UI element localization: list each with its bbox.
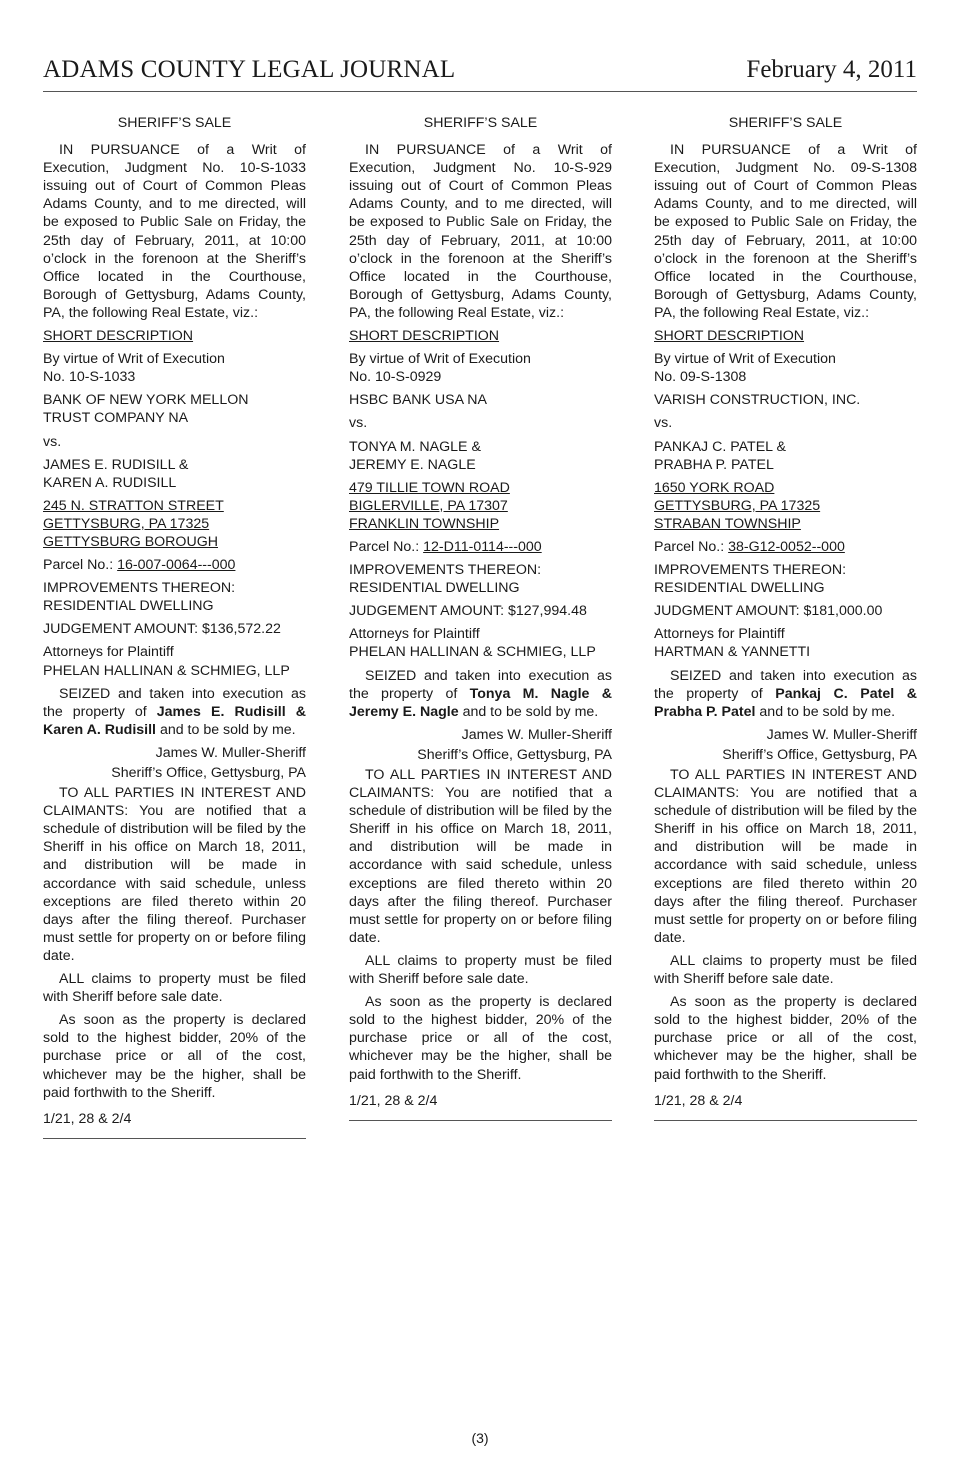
parcel-number: Parcel No.: 12-D11-0114---000 [349,538,542,555]
end-rule [43,1138,306,1139]
property-address: 1650 YORK ROAD GETTYSBURG, PA 17325 STRABAN TOWNSHIP [654,479,821,532]
versus: vs. [654,415,673,432]
seizure-statement: SEIZED and taken into execution as the property of Pankaj C. Patel & Prabha P. Patel and to be sold by me. [654,667,917,720]
improvements: IMPROVEMENTS THEREON: RESIDENTIAL DWELLING [349,562,542,597]
publication-dates: 1/21, 28 & 2/4 [43,1110,132,1127]
improvements: IMPROVEMENTS THEREON: RESIDENTIAL DWELLING [654,562,847,597]
plaintiff-attorneys: Attorneys for Plaintiff PHELAN HALLINAN & SCHMIEG, LLP [43,644,290,679]
publication-title: ADAMS COUNTY LEGAL JOURNAL [43,56,456,83]
parcel-number: Parcel No.: 16-007-0064---000 [43,557,236,574]
claims-notice: ALL claims to property must be filed with Sheriff before sale date. [654,952,917,988]
end-rule [654,1120,917,1121]
versus: vs. [43,433,62,450]
plaintiff: HSBC BANK USA NA [349,392,487,409]
sheriff-office: Sheriff’s Office, Gettysburg, PA [722,746,917,763]
writ-info: By virtue of Writ of Execution No. 09-S-1308 [654,351,836,386]
plaintiff: VARISH CONSTRUCTION, INC. [654,392,861,409]
end-rule [349,1120,612,1121]
masthead [43,52,917,92]
sheriff-sale-notice-3 [654,114,917,1121]
sheriff-name: James W. Muller-Sheriff [461,726,612,743]
plaintiff: BANK OF NEW YORK MELLON TRUST COMPANY NA [43,392,249,427]
defendants: JAMES E. RUDISILL & KAREN A. RUDISILL [43,456,189,491]
sheriff-name: James W. Muller-Sheriff [766,726,917,743]
distribution-notice: TO ALL PARTIES IN INTEREST AND CLAIMANTS: You are notified that a schedule of distribution will be filed by the Sheriff in his office on March 18, 2011, and distribution will be made in accordance with said schedule, unless exceptions are filed thereto within 20 days after the filing thereof. Purchaser must settle for property on or before filing date. [654,767,917,946]
distribution-notice: TO ALL PARTIES IN INTEREST AND CLAIMANTS: You are notified that a schedule of distribution will be filed by the Sheriff in his office on March 18, 2011, and distribution will be made in accordance with said schedule, unless exceptions are filed thereto within 20 days after the filing thereof. Purchaser must settle for property on or before filing date. [349,767,612,946]
judgment-amount: JUDGEMENT AMOUNT: $136,572.22 [43,621,281,638]
judgment-amount: JUDGMENT AMOUNT: $181,000.00 [654,603,883,620]
property-address: 245 N. STRATTON STREET GETTYSBURG, PA 17325 GETTYSBURG BOROUGH [43,497,224,550]
property-address: 479 TILLIE TOWN ROAD BIGLERVILLE, PA 17307 FRANKLIN TOWNSHIP [349,479,510,532]
short-description-label: SHORT DESCRIPTION [654,328,805,345]
improvements: IMPROVEMENTS THEREON: RESIDENTIAL DWELLING [43,580,236,615]
plaintiff-attorneys: Attorneys for Plaintiff HARTMAN & YANNETTI [654,626,811,661]
distribution-notice: TO ALL PARTIES IN INTEREST AND CLAIMANTS: You are notified that a schedule of distribution will be filed by the Sheriff in his office on March 18, 2011, and distribution will be made in accordance with said schedule, unless exceptions are filed thereto within 20 days after the filing thereof. Purchaser must settle for property on or before filing date. [43,785,306,964]
sheriff-sale-notice-1 [43,114,306,1139]
notice-intro: IN PURSUANCE of a Writ of Execution, Judgment No. 09-S-1308 issuing out of Court of Common Pleas Adams County, and to me directed, will be exposed to Public Sale on Friday, the 25th day of February, 2011, at 10:00 o’clock in the forenoon at the Sheriff’s Office located in the Courthouse, Borough of Gettysburg, Adams County, PA, the following Real Estate, viz.: [654,142,917,321]
notice-heading: SHERIFF’S SALE [728,115,843,131]
parcel-number: Parcel No.: 38-G12-0052--000 [654,538,845,555]
sheriff-office: Sheriff’s Office, Gettysburg, PA [417,746,612,763]
short-description-label: SHORT DESCRIPTION [43,328,194,345]
publication-dates: 1/21, 28 & 2/4 [349,1092,438,1109]
claims-notice: ALL claims to property must be filed with Sheriff before sale date. [43,971,306,1006]
payment-terms: As soon as the property is declared sold to the highest bidder, 20% of the purchase price or all of the cost, whichever may be the higher, shall be paid forthwith to the Sheriff. [349,994,612,1083]
short-description-label: SHORT DESCRIPTION [349,328,500,345]
versus: vs. [349,415,368,432]
defendants: PANKAJ C. PATEL & PRABHA P. PATEL [654,438,786,473]
payment-terms: As soon as the property is declared sold to the highest bidder, 20% of the purchase price or all of the cost, whichever may be the higher, shall be paid forthwith to the Sheriff. [43,1012,306,1101]
defendants: TONYA M. NAGLE & JEREMY E. NAGLE [349,438,481,473]
publication-dates: 1/21, 28 & 2/4 [654,1092,743,1109]
writ-info: By virtue of Writ of Execution No. 10-S-0929 [349,351,531,386]
issue-date: February 4, 2011 [746,56,917,83]
page-number: (3) [471,1430,489,1446]
plaintiff-attorneys: Attorneys for Plaintiff PHELAN HALLINAN & SCHMIEG, LLP [349,626,596,661]
sheriff-name: James W. Muller-Sheriff [155,744,306,761]
seizure-statement: SEIZED and taken into execution as the property of James E. Rudisill & Karen A. Rudisill and to be sold by me. [43,685,306,738]
notice-heading: SHERIFF’S SALE [117,115,232,131]
notice-intro: IN PURSUANCE of a Writ of Execution, Judgment No. 10-S-929 issuing out of Court of Common Pleas Adams County, and to me directed, will be exposed to Public Sale on Friday, the 25th day of February, 2011, at 10:00 o’clock in the forenoon at the Sheriff’s Office located in the Courthouse, Borough of Gettysburg, Adams County, PA, the following Real Estate, viz.: [349,142,612,321]
writ-info: By virtue of Writ of Execution No. 10-S-1033 [43,351,225,386]
sheriff-office: Sheriff’s Office, Gettysburg, PA [111,765,306,781]
claims-notice: ALL claims to property must be filed with Sheriff before sale date. [349,952,612,988]
judgment-amount: JUDGEMENT AMOUNT: $127,994.48 [349,603,587,620]
sheriff-sale-notice-2 [349,114,612,1121]
seizure-statement: SEIZED and taken into execution as the property of Tonya M. Nagle & Jeremy E. Nagle and to be sold by me. [349,667,612,720]
notice-heading: SHERIFF’S SALE [423,115,538,131]
payment-terms: As soon as the property is declared sold to the highest bidder, 20% of the purchase price or all of the cost, whichever may be the higher, shall be paid forthwith to the Sheriff. [654,994,917,1083]
notice-intro: IN PURSUANCE of a Writ of Execution, Judgment No. 10-S-1033 issuing out of Court of Common Pleas Adams County, and to me directed, will be exposed to Public Sale on Friday, the 25th day of February, 2011, at 10:00 o’clock in the forenoon at the Sheriff’s Office located in the Courthouse, Borough of Gettysburg, Adams County, PA, the following Real Estate, viz.: [43,142,306,321]
